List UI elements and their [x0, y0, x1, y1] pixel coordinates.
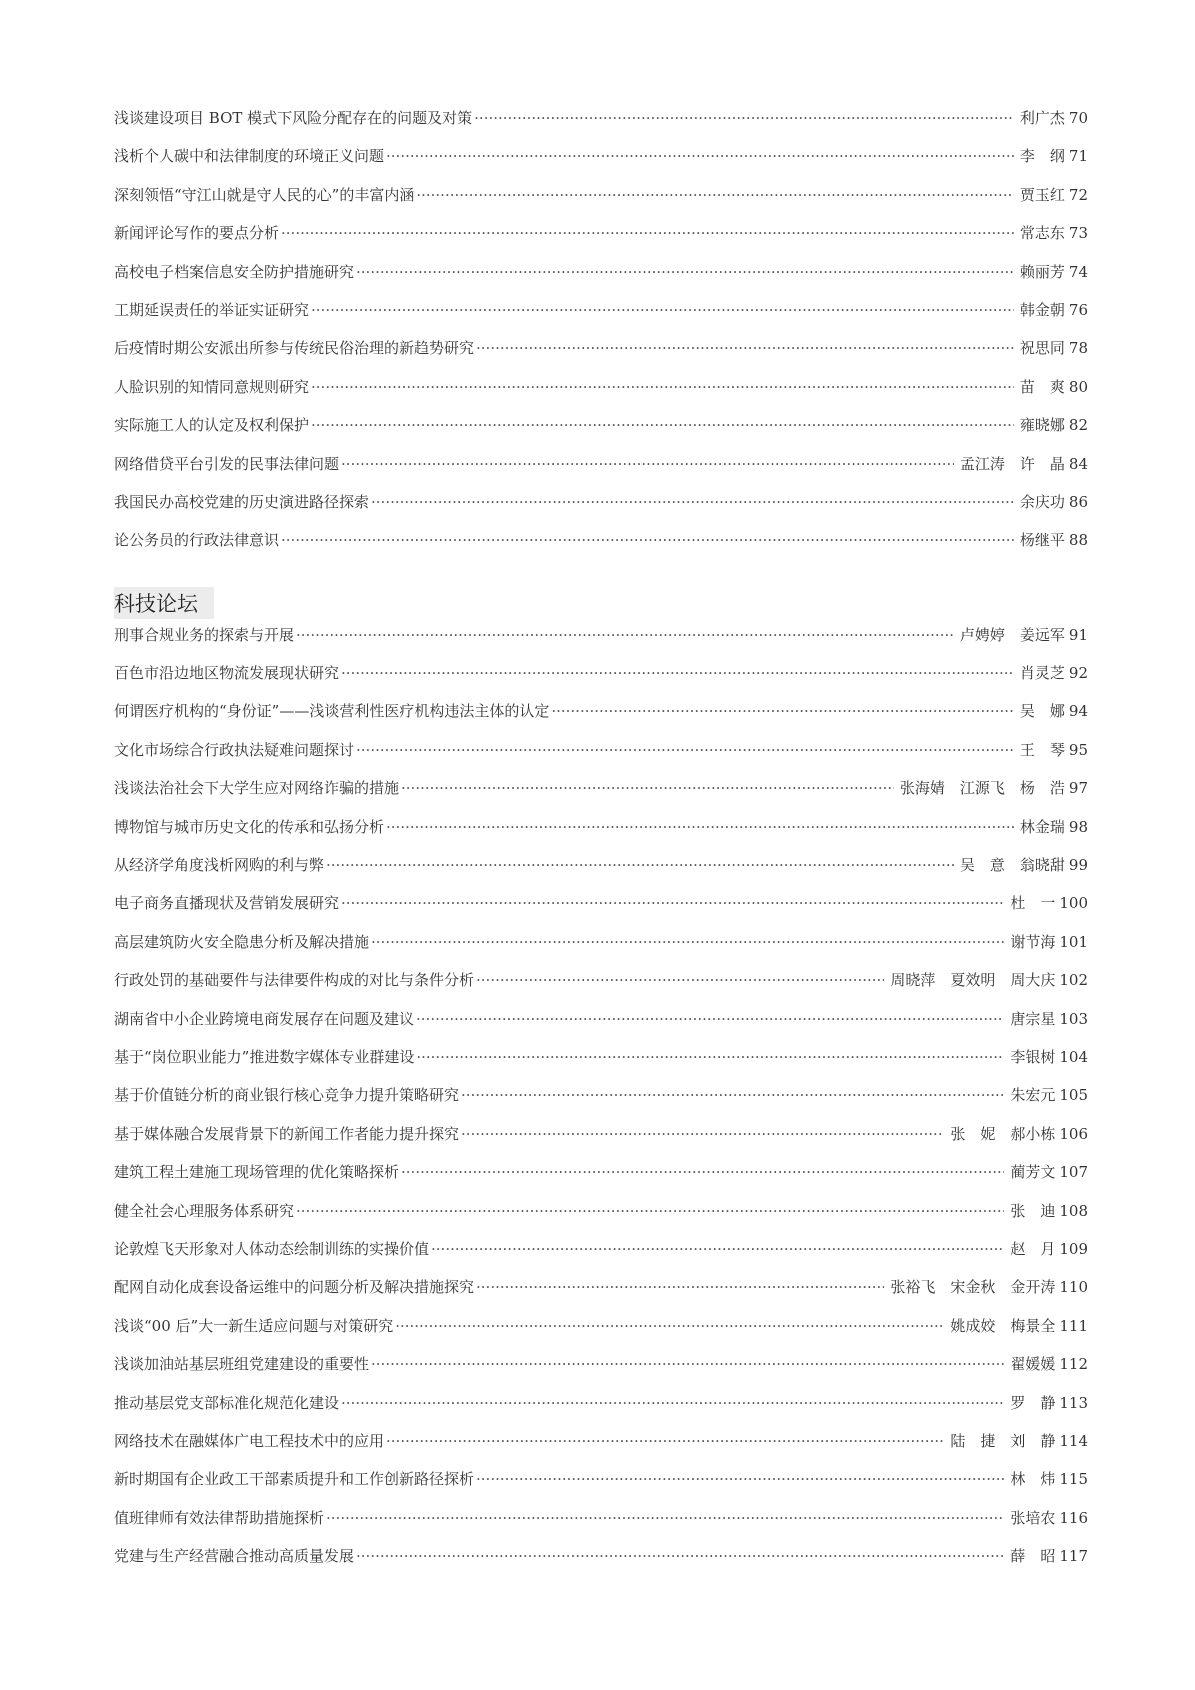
entry-page-number: 108 — [1059, 1201, 1088, 1220]
entry-title: 基于媒体融合发展背景下的新闻工作者能力提升探究 — [114, 1124, 460, 1143]
toc-entry[interactable] — [114, 700, 1088, 738]
entry-page-number: 112 — [1059, 1355, 1088, 1374]
entry-authors: 韩金朝 — [1019, 300, 1065, 319]
entry-title: 刑事合规业务的探索与开展 — [114, 625, 295, 644]
entry-page-number: 95 — [1068, 740, 1088, 759]
table-of-contents — [114, 107, 1088, 1583]
entry-authors: 姚成姣 梅景全 — [950, 1316, 1056, 1335]
entry-title: 基于价值链分析的商业银行核心竞争力提升策略研究 — [114, 1086, 460, 1105]
toc-entry[interactable] — [114, 529, 1088, 567]
dot-leader — [395, 1315, 944, 1337]
toc-entry[interactable] — [114, 1353, 1088, 1391]
entry-page-number: 72 — [1068, 185, 1088, 204]
entry-title: 从经济学角度浅析网购的利与弊 — [114, 856, 325, 875]
entry-title: 浅谈建设项目 BOT 模式下风险分配存在的问题及对策 — [114, 109, 473, 127]
entry-page-number: 109 — [1059, 1239, 1088, 1258]
dot-leader — [326, 1507, 1004, 1529]
entry-authors: 卢娉婷 姜远军 — [959, 625, 1065, 644]
entry-page-number: 98 — [1068, 817, 1088, 836]
entry-page-number: 111 — [1059, 1316, 1088, 1335]
entry-page-number: 114 — [1059, 1431, 1088, 1450]
dot-leader — [476, 1468, 1004, 1490]
entry-authors: 唐宗星 — [1010, 1009, 1056, 1028]
entry-authors: 雍晓娜 — [1019, 416, 1065, 435]
entry-authors: 张培农 — [1010, 1508, 1056, 1527]
entry-authors: 赵 月 — [1010, 1239, 1056, 1258]
dot-leader — [386, 145, 1014, 167]
entry-page-number: 100 — [1059, 894, 1088, 913]
toc-entry[interactable] — [114, 145, 1088, 183]
entry-title: 新闻评论写作的要点分析 — [114, 224, 280, 243]
entry-authors: 李 纲 — [1019, 147, 1065, 166]
dot-leader — [356, 261, 1014, 283]
section-heading — [114, 587, 1088, 621]
dot-leader — [461, 1123, 944, 1145]
entry-title: 基于“岗位职业能力”推进数字媒体专业群建设 — [114, 1047, 415, 1066]
entry-authors: 吴 娜 — [1019, 702, 1065, 721]
dot-leader — [416, 184, 1014, 206]
entry-authors: 周晓萍 夏效明 周大庆 — [890, 971, 1056, 990]
entry-authors: 赖丽芳 — [1019, 262, 1065, 281]
entry-title: 博物馆与城市历史文化的传承和弘扬分析 — [114, 817, 385, 836]
toc-entry[interactable] — [114, 662, 1088, 700]
toc-entry[interactable] — [114, 1238, 1088, 1276]
entry-title: 后疫情时期公安派出所参与传统民俗治理的新趋势研究 — [114, 339, 475, 358]
entry-authors: 杨继平 — [1019, 531, 1065, 550]
dot-leader — [341, 662, 1014, 684]
entry-page-number: 101 — [1059, 932, 1088, 951]
toc-entry[interactable] — [114, 892, 1088, 930]
entry-title: 文化市场综合行政执法疑难问题探讨 — [114, 740, 355, 759]
entry-title: 配网自动化成套设备运维中的问题分析及解决措施探究 — [114, 1278, 475, 1297]
dot-leader — [431, 1238, 1004, 1260]
entry-page-number: 97 — [1068, 779, 1088, 798]
dot-leader — [296, 1200, 1004, 1222]
entry-authors: 蔺芳文 — [1010, 1163, 1056, 1182]
dot-leader — [401, 1161, 1004, 1183]
toc-entry[interactable] — [114, 1084, 1088, 1122]
section-heading-label: 科技论坛 — [114, 587, 214, 619]
entry-title: 论公务员的行政法律意识 — [114, 531, 280, 550]
dot-leader — [281, 529, 1014, 551]
entry-title: 工期延误责任的举证实证研究 — [114, 300, 310, 319]
entry-title: 建筑工程土建施工现场管理的优化策略探析 — [114, 1163, 400, 1182]
dot-leader — [461, 1084, 1004, 1106]
dot-leader — [311, 376, 1014, 398]
entry-title: 实际施工人的认定及权利保护 — [114, 416, 310, 435]
entry-page-number: 70 — [1068, 109, 1088, 127]
entry-page-number: 84 — [1068, 454, 1088, 473]
entry-page-number: 115 — [1059, 1470, 1088, 1489]
dot-leader — [341, 892, 1004, 914]
entry-title: 人脸识别的知情同意规则研究 — [114, 377, 310, 396]
entry-page-number: 82 — [1068, 416, 1088, 435]
entry-page-number: 80 — [1068, 377, 1088, 396]
toc-entry[interactable] — [114, 222, 1088, 260]
entry-authors: 吴 意 翁晓甜 — [959, 856, 1065, 875]
toc-entry[interactable] — [114, 1545, 1088, 1583]
entry-page-number: 73 — [1068, 224, 1088, 243]
entry-authors: 张海婧 江源飞 杨 浩 — [899, 779, 1065, 798]
entry-authors: 薛 昭 — [1010, 1547, 1056, 1566]
toc-section-tech-forum — [114, 624, 1088, 1584]
dot-leader — [416, 1046, 1004, 1068]
toc-entry[interactable] — [114, 1123, 1088, 1161]
entry-page-number: 86 — [1068, 492, 1088, 511]
entry-authors: 翟媛媛 — [1010, 1355, 1056, 1374]
entry-title: 高层建筑防火安全隐患分析及解决措施 — [114, 932, 370, 951]
dot-leader — [401, 777, 894, 799]
entry-title: 我国民办高校党建的历史演进路径探索 — [114, 492, 370, 511]
entry-page-number: 88 — [1068, 531, 1088, 550]
toc-entry[interactable] — [114, 376, 1088, 414]
toc-entry[interactable] — [114, 184, 1088, 222]
toc-entry[interactable] — [114, 1468, 1088, 1506]
entry-title: 行政处罚的基础要件与法律要件构成的对比与条件分析 — [114, 971, 475, 990]
entry-page-number: 102 — [1059, 971, 1088, 990]
entry-title: 浅析个人碳中和法律制度的环境正义问题 — [114, 147, 385, 166]
toc-entry[interactable] — [114, 969, 1088, 1007]
toc-entry[interactable] — [114, 739, 1088, 777]
entry-page-number: 91 — [1068, 625, 1088, 644]
entry-authors: 贾玉红 — [1019, 185, 1065, 204]
dot-leader — [476, 969, 884, 991]
toc-entry[interactable] — [114, 1046, 1088, 1084]
entry-page-number: 117 — [1059, 1547, 1088, 1566]
entry-title: 健全社会心理服务体系研究 — [114, 1201, 295, 1220]
toc-entry[interactable] — [114, 1008, 1088, 1046]
dot-leader — [311, 414, 1014, 436]
entry-page-number: 78 — [1068, 339, 1088, 358]
toc-entry[interactable] — [114, 491, 1088, 529]
entry-title: 何谓医疗机构的“身份证”——浅谈营利性医疗机构违法主体的认定 — [114, 702, 550, 721]
toc-entry[interactable] — [114, 1315, 1088, 1353]
toc-entry[interactable] — [114, 1392, 1088, 1430]
dot-leader — [416, 1008, 1004, 1030]
toc-entry[interactable] — [114, 1430, 1088, 1468]
entry-title: 党建与生产经营融合推动高质量发展 — [114, 1547, 355, 1566]
toc-entry[interactable] — [114, 261, 1088, 299]
entry-authors: 余庆功 — [1019, 492, 1065, 511]
entry-authors: 张 迪 — [1010, 1201, 1056, 1220]
toc-entry[interactable] — [114, 1276, 1088, 1314]
entry-title: 网络技术在融媒体广电工程技术中的应用 — [114, 1431, 385, 1450]
toc-entry[interactable] — [114, 1200, 1088, 1238]
dot-leader — [551, 700, 1014, 722]
entry-title: 深刻领悟“守江山就是守人民的心”的丰富内涵 — [114, 185, 415, 204]
entry-title: 湖南省中小企业跨境电商发展存在问题及建议 — [114, 1009, 415, 1028]
dot-leader — [386, 1430, 944, 1452]
entry-page-number: 116 — [1059, 1508, 1088, 1527]
toc-entry[interactable] — [114, 1507, 1088, 1545]
toc-entry[interactable] — [114, 931, 1088, 969]
entry-authors: 罗 静 — [1010, 1393, 1056, 1412]
dot-leader — [281, 222, 1014, 244]
entry-page-number: 110 — [1059, 1278, 1088, 1297]
entry-title: 浅谈加油站基层班组党建建设的重要性 — [114, 1355, 370, 1374]
entry-title: 新时期国有企业政工干部素质提升和工作创新路径探析 — [114, 1470, 475, 1489]
entry-page-number: 99 — [1068, 856, 1088, 875]
entry-authors: 陆 捷 刘 静 — [950, 1431, 1056, 1450]
entry-page-number: 113 — [1059, 1393, 1088, 1412]
dot-leader — [386, 816, 1014, 838]
entry-authors: 杜 一 — [1010, 894, 1056, 913]
entry-page-number: 103 — [1059, 1009, 1088, 1028]
toc-entry[interactable] — [114, 453, 1088, 491]
entry-authors: 利广杰 — [1019, 109, 1065, 127]
entry-authors: 谢节海 — [1010, 932, 1056, 951]
entry-title: 网络借贷平台引发的民事法律问题 — [114, 454, 340, 473]
toc-entry[interactable] — [114, 107, 1088, 145]
entry-authors: 苗 爽 — [1019, 377, 1065, 396]
dot-leader — [326, 854, 954, 876]
entry-title: 电子商务直播现状及营销发展研究 — [114, 894, 340, 913]
entry-authors: 林金瑞 — [1019, 817, 1065, 836]
dot-leader — [476, 1276, 884, 1298]
toc-entry[interactable] — [114, 777, 1088, 815]
toc-entry[interactable] — [114, 414, 1088, 452]
entry-authors: 孟江涛 许 晶 — [959, 454, 1065, 473]
entry-page-number: 92 — [1068, 664, 1088, 683]
entry-page-number: 76 — [1068, 300, 1088, 319]
dot-leader — [476, 337, 1014, 359]
toc-entry[interactable] — [114, 816, 1088, 854]
dot-leader — [311, 299, 1014, 321]
entry-title: 浅谈“00 后”大一新生适应问题与对策研究 — [114, 1316, 394, 1335]
toc-entry[interactable] — [114, 299, 1088, 337]
entry-title: 百色市沿边地区物流发展现状研究 — [114, 664, 340, 683]
toc-entry[interactable] — [114, 854, 1088, 892]
dot-leader — [371, 491, 1014, 513]
dot-leader — [356, 1545, 1004, 1567]
dot-leader — [371, 1353, 1004, 1375]
dot-leader — [356, 739, 1014, 761]
entry-title: 浅谈法治社会下大学生应对网络诈骗的措施 — [114, 779, 400, 798]
entry-title: 值班律师有效法律帮助措施探析 — [114, 1508, 325, 1527]
entry-authors: 林 炜 — [1010, 1470, 1056, 1489]
entry-page-number: 105 — [1059, 1086, 1088, 1105]
entry-page-number: 94 — [1068, 702, 1088, 721]
toc-entry[interactable] — [114, 624, 1088, 662]
dot-leader — [341, 453, 954, 475]
entry-authors: 祝思同 — [1019, 339, 1065, 358]
toc-section-continued — [114, 107, 1088, 568]
entry-authors: 肖灵芝 — [1019, 664, 1065, 683]
entry-authors: 朱宏元 — [1010, 1086, 1056, 1105]
dot-leader — [341, 1392, 1004, 1414]
entry-authors: 常志东 — [1019, 224, 1065, 243]
dot-leader — [296, 624, 954, 646]
entry-page-number: 107 — [1059, 1163, 1088, 1182]
dot-leader — [474, 107, 1014, 129]
entry-authors: 张 妮 郝小栋 — [950, 1124, 1056, 1143]
entry-page-number: 71 — [1068, 147, 1088, 166]
entry-page-number: 104 — [1059, 1047, 1088, 1066]
entry-authors: 张裕飞 宋金秋 金开涛 — [890, 1278, 1056, 1297]
dot-leader — [371, 931, 1004, 953]
toc-entry[interactable] — [114, 1161, 1088, 1199]
entry-authors: 王 琴 — [1019, 740, 1065, 759]
toc-entry[interactable] — [114, 337, 1088, 375]
entry-title: 高校电子档案信息安全防护措施研究 — [114, 262, 355, 281]
entry-page-number: 74 — [1068, 262, 1088, 281]
entry-title: 推动基层党支部标准化规范化建设 — [114, 1393, 340, 1412]
entry-authors: 李银树 — [1010, 1047, 1056, 1066]
entry-page-number: 106 — [1059, 1124, 1088, 1143]
entry-title: 论敦煌飞天形象对人体动态绘制训练的实操价值 — [114, 1239, 430, 1258]
